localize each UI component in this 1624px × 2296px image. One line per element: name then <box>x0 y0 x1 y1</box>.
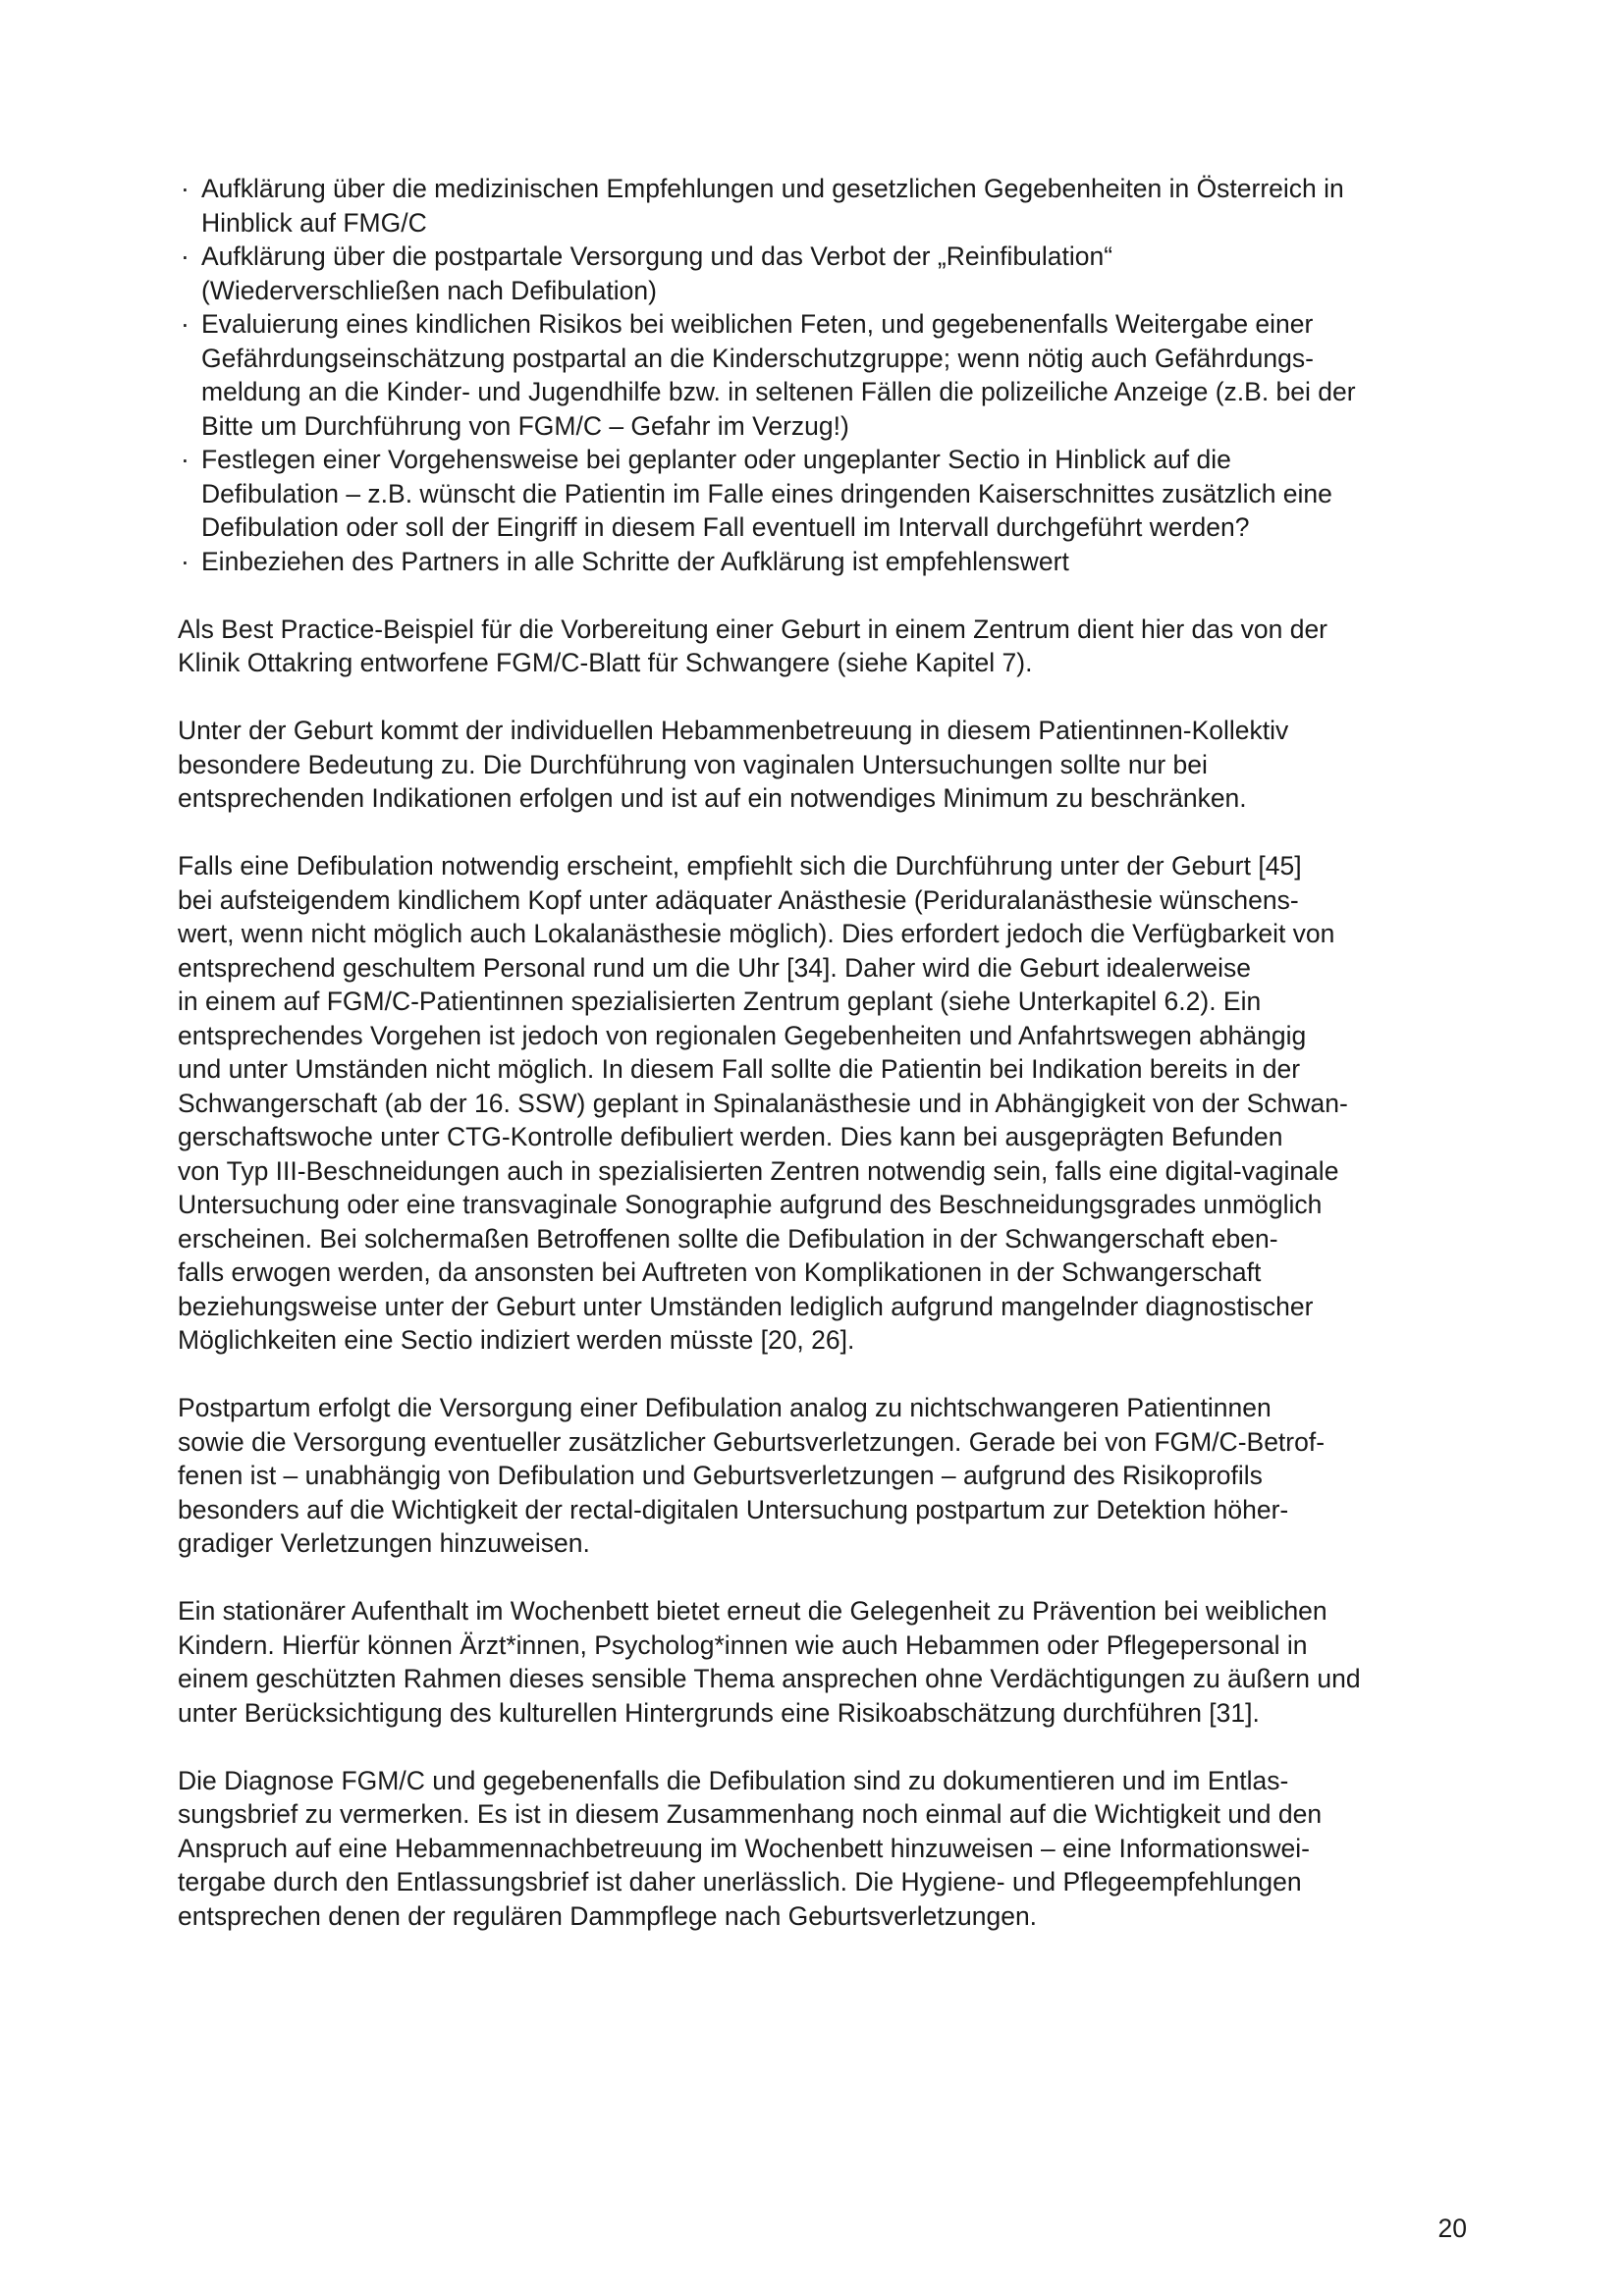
bullet-item <box>178 172 1464 240</box>
text-line: Hinblick auf FMG/C <box>201 207 427 238</box>
paragraph <box>178 1391 1464 1561</box>
text-line: entsprechenden Indikationen erfolgen und ist auf ein notwendiges Minimum zu beschränken. <box>178 783 1247 813</box>
text-line: von Typ III-Beschneidungen auch in spezialisierten Zentren notwendig sein, falls eine digital-vaginale <box>178 1155 1339 1186</box>
text-line: Klinik Ottakring entworfene FGM/C-Blatt für Schwangere (siehe Kapitel 7). <box>178 648 1033 677</box>
text-line: besondere Bedeutung zu. Die Durchführung von vaginalen Untersuchungen sollte nur bei <box>178 749 1208 779</box>
bullet-item <box>178 307 1464 443</box>
text-line: entsprechen denen der regulären Dammpflege nach Geburtsverletzungen. <box>178 1900 1038 1931</box>
text-line: Ein stationärer Aufenthalt im Wochenbett bietet erneut die Gelegenheit zu Prävention bei weiblichen <box>178 1596 1327 1626</box>
text-line: (Wiederverschließen nach Defibulation) <box>201 275 657 305</box>
text-line: Möglichkeiten eine Sectio indiziert werden müsste [20, 26]. <box>178 1325 855 1355</box>
bullet-marker: · <box>181 546 189 576</box>
paragraph <box>178 849 1464 1358</box>
bullet-item <box>178 240 1464 307</box>
text-line: Aufklärung über die medizinischen Empfehlungen und gesetzlichen Gegebenheiten in Österreich in <box>201 174 1344 203</box>
text-line: besonders auf die Wichtigkeit der rectal-digitalen Untersuchung postpartum zur Detektion höher- <box>178 1494 1289 1524</box>
paragraph <box>178 714 1464 816</box>
bullet-text <box>201 443 1464 545</box>
text-line: Defibulation – z.B. wünscht die Patientin im Falle eines dringenden Kaiserschnittes zusätzlich eine <box>201 478 1332 508</box>
text-line: in einem auf FGM/C-Patientinnen spezialisierten Zentrum geplant (siehe Unterkapitel 6.2). Ein <box>178 987 1262 1016</box>
text-line: Postpartum erfolgt die Versorgung einer Defibulation analog zu nichtschwangeren Patientinnen <box>178 1393 1272 1422</box>
text-line: Als Best Practice-Beispiel für die Vorbereitung einer Geburt in einem Zentrum dient hier das von der <box>178 614 1328 644</box>
bullet-marker: · <box>181 309 189 339</box>
bullet-marker: · <box>181 445 189 474</box>
text-line: erscheinen. Bei solchermaßen Betroffenen sollte die Defibulation in der Schwangerschaft eben- <box>178 1223 1278 1254</box>
paragraph <box>178 1594 1464 1730</box>
text-line: Evaluierung eines kindlichen Risikos bei weiblichen Feten, und gegebenenfalls Weitergabe einer <box>201 309 1314 339</box>
text-line: entsprechend geschultem Personal rund um die Uhr [34]. Daher wird die Geburt idealerweise <box>178 952 1251 983</box>
text-line: fenen ist – unabhängig von Defibulation und Geburtsverletzungen – aufgrund des Risikoprofils <box>178 1461 1263 1490</box>
text-line: beziehungsweise unter der Geburt unter Umständen lediglich aufgrund mangelnder diagnostischer <box>178 1291 1314 1321</box>
text-line: Gefährdungseinschätzung postpartal an die Kinderschutzgruppe; wenn nötig auch Gefährdungs- <box>201 343 1314 373</box>
text-line: und unter Umständen nicht möglich. In diesem Fall sollte die Patientin bei Indikation bereits in der <box>178 1054 1301 1084</box>
text-line: Schwangerschaft (ab der 16. SSW) geplant in Spinalanästhesie und in Abhängigkeit von der Schwan- <box>178 1088 1348 1118</box>
text-line: entsprechendes Vorgehen ist jedoch von regionalen Gegebenheiten und Anfahrtswegen abhängig <box>178 1020 1307 1050</box>
page-number: 20 <box>1437 2214 1467 2243</box>
paragraphs <box>178 613 1464 1934</box>
text-line: unter Berücksichtigung des kulturellen Hintergrunds eine Risikoabschätzung durchführen [31]. <box>178 1697 1260 1728</box>
text-line: Anspruch auf eine Hebammennachbetreuung im Wochenbett hinzuweisen – eine Informationswei- <box>178 1833 1310 1863</box>
text-line: Unter der Geburt kommt der individuellen Hebammenbetreuung in diesem Patientinnen-Kollektiv <box>178 716 1289 745</box>
text-line: bei aufsteigendem kindlichem Kopf unter adäquater Anästhesie (Periduralanästhesie wünschens- <box>178 884 1299 915</box>
text-line: falls erwogen werden, da ansonsten bei Auftreten von Komplikationen in der Schwangerschaft <box>178 1257 1262 1287</box>
text-line: tergabe durch den Entlassungsbrief ist daher unerlässlich. Die Hygiene- und Pflegeempfehlungen <box>178 1867 1302 1896</box>
bullet-text <box>201 545 1464 579</box>
text-line: meldung an die Kinder- und Jugendhilfe bzw. in seltenen Fällen die polizeiliche Anzeige (z.B. bei der <box>201 377 1356 406</box>
paragraph <box>178 613 1464 680</box>
text-line: Bitte um Durchführung von FGM/C – Gefahr im Verzug!) <box>201 410 849 441</box>
text-line: wert, wenn nicht möglich auch Lokalanästhesie möglich). Dies erfordert jedoch die Verfügbarkeit von <box>178 919 1335 948</box>
paragraph <box>178 1764 1464 1934</box>
bullet-text <box>201 172 1464 240</box>
text-line: Untersuchung oder eine transvaginale Sonographie aufgrund des Beschneidungsgrades unmöglich <box>178 1190 1323 1219</box>
text-line: Festlegen einer Vorgehensweise bei geplanter oder ungeplanter Sectio in Hinblick auf die <box>201 445 1231 474</box>
text-line: Kindern. Hierfür können Ärzt*innen, Psycholog*innen wie auch Hebammen oder Pflegepersonal in <box>178 1629 1308 1660</box>
text-line: einem geschützten Rahmen dieses sensible Thema ansprechen ohne Verdächtigungen zu äußern und <box>178 1664 1361 1693</box>
text-line: Die Diagnose FGM/C und gegebenenfalls die Defibulation sind zu dokumentieren und im Entlas- <box>178 1765 1289 1795</box>
text-line: Defibulation oder soll der Eingriff in diesem Fall eventuell im Intervall durchgeführt werden? <box>201 512 1250 542</box>
text-line: gradiger Verletzungen hinzuweisen. <box>178 1528 590 1558</box>
text-line: Einbeziehen des Partners in alle Schritte der Aufklärung ist empfehlenswert <box>201 546 1069 576</box>
bullet-list <box>178 172 1464 578</box>
text-line: Falls eine Defibulation notwendig erscheint, empfiehlt sich die Durchführung unter der Geburt [45] <box>178 851 1302 881</box>
bullet-item <box>178 545 1464 579</box>
text-line: Aufklärung über die postpartale Versorgung und das Verbot der „Reinfibulation“ <box>201 241 1113 271</box>
text-line: gerschaftswoche unter CTG-Kontrolle defibuliert werden. Dies kann bei ausgeprägten Befunden <box>178 1122 1283 1151</box>
text-line: sowie die Versorgung eventueller zusätzlicher Geburtsverletzungen. Gerade bei von FGM/C-Betrof- <box>178 1426 1326 1457</box>
bullet-text <box>201 307 1464 443</box>
bullet-marker: · <box>181 241 189 271</box>
bullet-item <box>178 443 1464 545</box>
document-body <box>178 172 1464 1933</box>
text-line: sungsbrief zu vermerken. Es ist in diesem Zusammenhang noch einmal auf die Wichtigkeit und den <box>178 1799 1323 1829</box>
bullet-text <box>201 240 1464 307</box>
bullet-marker: · <box>181 174 189 203</box>
